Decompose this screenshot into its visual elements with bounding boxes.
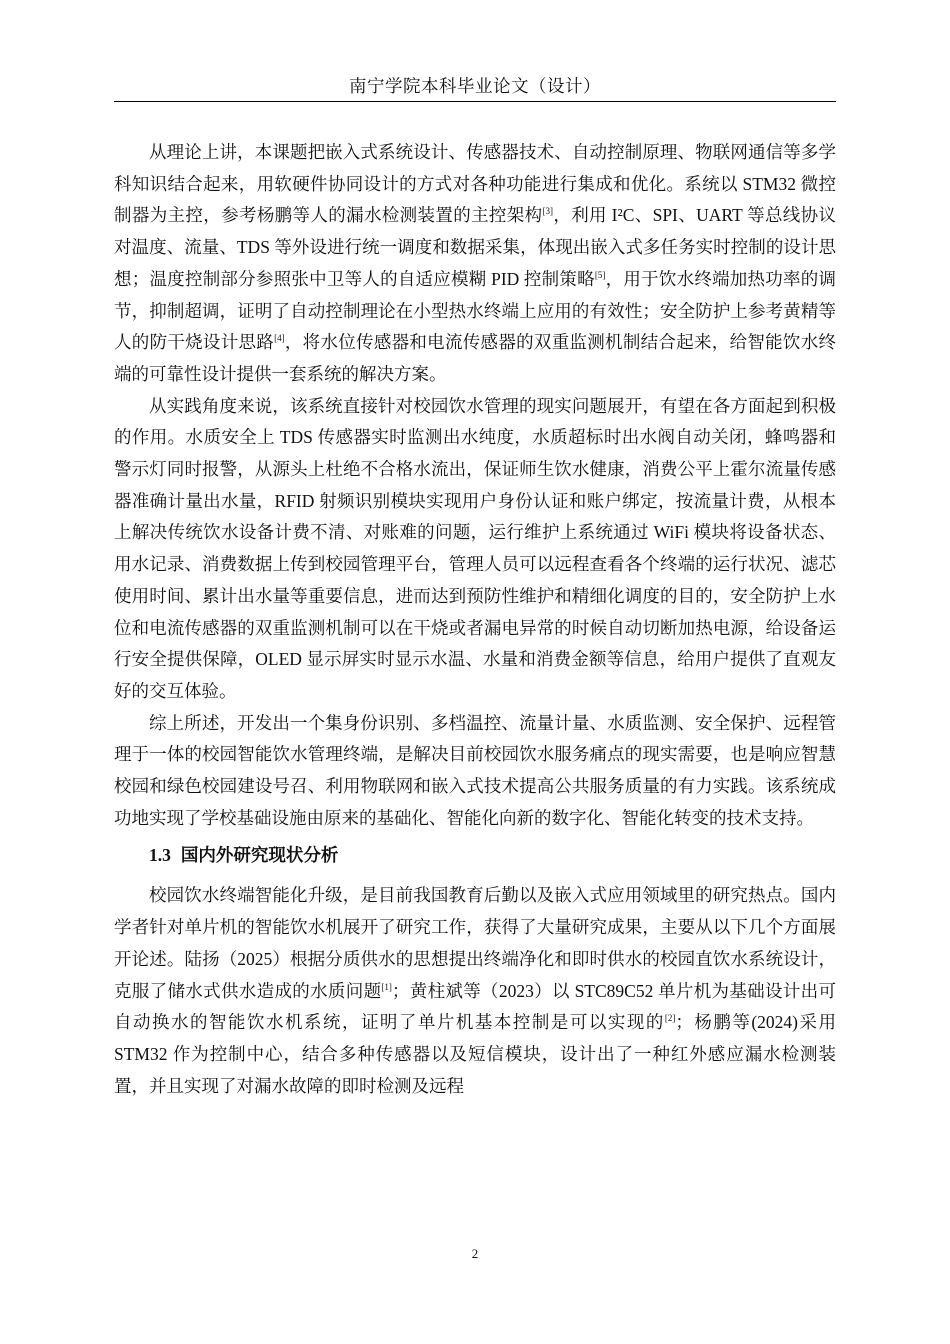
- paragraph-theory: [114, 137, 836, 391]
- text-run: 从理论上讲，本课题把嵌入式系统设计、传感器技术、自动控制原理、物联网通信等多学科知识结合起来，用软硬件协同设计的方式对各种功能进行集成和优化。系统以 STM32 微控制器为主控，参考杨鹏等人的漏水检测装置的主控架构: [114, 142, 836, 226]
- header-rule: [114, 101, 836, 102]
- citation: [1]: [381, 981, 392, 992]
- text-run: 从实践角度来说，该系统直接针对校园饮水管理的现实问题展开，有望在各方面起到积极的作用。水质安全上 TDS 传感器实时监测出水纯度，水质超标时出水阀自动关闭，蜂鸣器和警示灯同时报警，从源头上杜绝不合格水流出，保证师生饮水健康，消费公平上霍尔流量传感器准确计量出水量，RFID 射频识别模块实现用户身份认证和账户绑定，按流量计费，从根本上解决传统饮水设备计费不清、对账难的问题，运行维护上系统通过 WiFi 模块将设备状态、用水记录、消费数据上传到校园管理平台，管理人员可以远程查看各个终端的运行状况、滤芯使用时间、累计出水量等重要信息，进而达到预防性维护和精细化调度的目的，安全防护上水位和电流传感器的双重监测机制可以在干烧或者漏电异常的时候自动切断加热电源，给设备运行安全提供保障，OLED 显示屏实时显示水温、水量和消费金额等信息，给用户提供了直观友好的交互体验。: [114, 395, 836, 701]
- paragraph-research-status: [114, 880, 836, 1102]
- section-heading: [114, 839, 836, 872]
- citation: [3]: [542, 206, 553, 217]
- paragraph-practice: [114, 391, 836, 708]
- text-run: 综上所述，开发出一个集身份识别、多档温控、流量计量、水质监测、安全保护、远程管理于一体的校园智能饮水管理终端，是解决目前校园饮水服务痛点的现实需要，也是响应智慧校园和绿色校园建设号召、利用物联网和嵌入式技术提高公共服务质量的有力实践。该系统成功地实现了学校基础设施由原来的基础化、智能化向新的数字化、智能化转变的技术支持。: [114, 712, 836, 828]
- body-text: [114, 137, 836, 1102]
- running-header: 南宁学院本科毕业论文（设计）: [349, 76, 601, 96]
- citation: [2]: [664, 1013, 676, 1024]
- section-number: 1.3: [149, 845, 171, 866]
- text-run: ，将水位传感器和电流传感器的双重监测机制结合起来，给智能饮水终端的可靠性设计提供一套系统的解决方案。: [114, 332, 837, 384]
- text-run: ；黄柱斌等（2023）以 STC89C52 单片机为基础设计出可自动换水的智能饮水机系统，证明了单片机基本控制是可以实现的: [114, 980, 836, 1033]
- citation: [4]: [274, 333, 285, 344]
- citation: [5]: [594, 269, 606, 280]
- page-number: 2: [471, 1246, 479, 1261]
- section-title: 国内外研究现状分析: [180, 845, 339, 866]
- paragraph-summary: [114, 708, 836, 835]
- text-run: ，用于饮水终端加热功率的调节，抑制超调，证明了自动控制理论在小型热水终端上应用的有效性；安全防护上参考黄精等人的防干烧设计思路: [114, 268, 836, 353]
- text-run: ；杨鹏等(2024)采用 STM32 作为控制中心，结合多种传感器以及短信模块，设计出了一种红外感应漏水检测装置，并且实现了对漏水故障的即时检测及远程: [114, 1012, 837, 1096]
- text-run: ，利用 I²C、SPI、UART 等总线协议对温度、流量、TDS 等外设进行统一调度和数据采集，体现出嵌入式多任务实时控制的设计思想；温度控制部分参照张中卫等人的自适应模糊 PID 控制策略: [114, 205, 837, 289]
- text-run: 校园饮水终端智能化升级，是目前我国教育后勤以及嵌入式应用领域里的研究热点。国内学者针对单片机的智能饮水机展开了研究工作，获得了大量研究成果，主要从以下几个方面展开论述。陆扬（2025）根据分质供水的思想提出终端净化和即时供水的校园直饮水系统设计，克服了储水式供水造成的水质问题: [114, 885, 836, 1001]
